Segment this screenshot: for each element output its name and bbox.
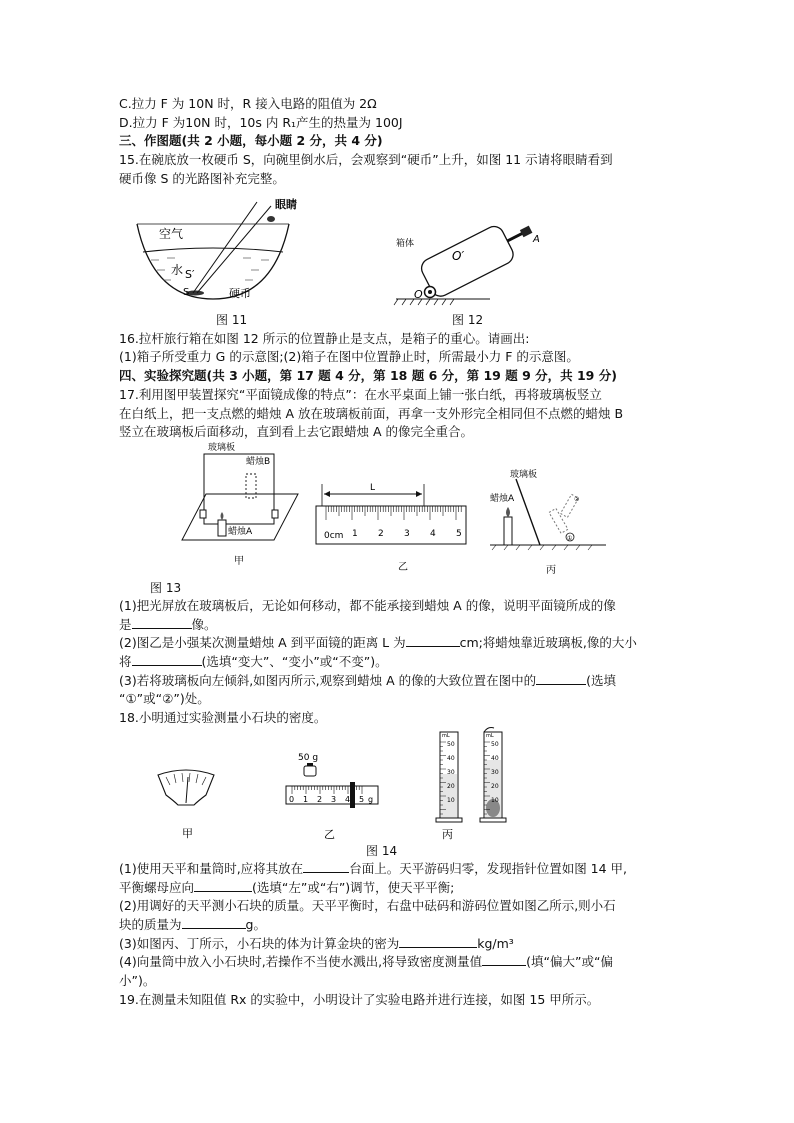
fig11-image-label: S′ [185,268,195,281]
q17-line3: 竖立在玻璃板后面移动，直到看上去它跟蜡烛 A 的像完全重合。 [119,424,473,439]
q19-intro: 19.在测量未知阻值 Rx 的实验中，小明设计了实验电路并进行连接，如图 15 甲所示。 [119,992,600,1007]
figure-14-jia-scale [154,765,218,845]
q18-intro: 18.小明通过实验测量小石块的密度。 [119,710,327,725]
answer-blank[interactable] [194,879,252,892]
answer-blank[interactable] [406,634,460,647]
fig14-bing-tick: 20 [447,783,455,790]
q18-2-line1: (2)用调好的天平测小石块的质量。天平平衡时，右盘中砝码和游码位置如图乙所示,则小石 [119,898,616,913]
fig13-yi-tick: 3 [404,529,410,539]
q17-1-line1: (1)把光屏放在玻璃板后，无论如何移动，都不能承接到蜡烛 A 的像，说明平面镜所成的像 [119,598,616,613]
q17-line1: 17.利用图甲装置探究“平面镜成像的特点”：在水平桌面上铺一张白纸，再将玻璃板竖立 [119,387,602,402]
fig13-yi-tick: 2 [378,529,384,539]
figure-14-caption: 图 14 [366,844,398,858]
fig14-yi-tick: 1 [303,795,309,804]
q17-3-line1: (3)若将玻璃板向左倾斜,如图丙所示,观察到蜡烛 A 的像的大致位置在图中的 (选填 [119,673,617,688]
fig13-jia-candle-b-label: 蜡烛B [246,457,271,467]
q18-3-line: (3)如图丙、丁所示，小石块的体为计算金块的密为 kg/m³ [119,936,514,951]
fig13-bing-mark-2: ② [574,496,580,503]
fig14-bing-tick: 10 [491,797,499,804]
q17-line2: 在白纸上，把一支点燃的蜡烛 A 放在玻璃板前面，再拿一支外形完全相同但不点燃的蜡烛 B [119,406,624,421]
fig14-bing-tick: 10 [447,797,455,804]
figure-14-bing-cylinders [430,724,520,850]
fig12-center-label: O′ [452,249,465,263]
answer-blank[interactable] [536,672,586,685]
q18-4-line1: (4)向量筒中放入小石块时,若操作不当使水溅出,将导致密度测量值 (填“偏大”或“偏 [119,954,613,969]
rider-marker [350,782,355,808]
fig13-bing-sub-label: 丙 [546,565,556,576]
q18-4-line2: 小”)。 [119,973,156,988]
fig14-yi-unit: g [368,795,374,804]
fig13-yi-tick: 4 [430,529,436,539]
q17-2-line2: 将 (选填“变大”、“变小”或“不变”)。 [119,654,388,669]
answer-blank[interactable] [482,953,526,966]
section-4-heading: 四、实验探究题(共 3 小题，第 17 题 4 分，第 18 题 6 分，第 19 题 9 分，共 19 分) [119,368,617,383]
fig13-yi-tick: 5 [456,529,462,539]
fig12-pivot-label: O [414,288,423,301]
fig14-yi-weight-label: 50 g [298,753,319,763]
fig11-air-label: 空气 [159,227,184,241]
figure-12-caption: 图 12 [452,313,484,327]
fig14-bing-tick: 40 [491,755,499,762]
fig13-yi-tick: 0cm [324,531,344,541]
fig13-yi-sub-label: 乙 [398,562,408,573]
figure-13-jia [178,440,308,568]
fig14-bing-tick: 20 [491,783,499,790]
section-3-heading: 三、作图题(共 2 小题，每小题 2 分，共 4 分) [119,133,383,148]
figure-13-yi-ruler [312,474,472,574]
q17-1-line2: 是 像。 [119,617,217,632]
answer-blank[interactable] [182,916,246,929]
figure-11-caption: 图 11 [216,313,248,327]
fig13-bing-glass-label: 玻璃板 [510,470,538,480]
option-c: C.拉力 F 为 10N 时，R 接入电路的阻值为 2Ω [119,96,377,111]
fig14-bing-unit: mL [486,733,494,739]
q17-2-line1: (2)图乙是小强某次测量蜡烛 A 到平面镜的距离 L 为 cm;将蜡烛靠近玻璃板,像的大小 [119,635,637,650]
q18-1-line2: 平衡螺母应向 (选填“左”或“右”)调节，使天平平衡; [119,880,455,895]
fig13-yi-length-label: L [370,483,376,493]
answer-blank[interactable] [132,616,192,629]
fig14-yi-label: 乙 [324,828,335,841]
answer-blank[interactable] [399,935,477,948]
fig12-box-label: 箱体 [396,239,415,249]
fig14-bing-label: 丙 [442,828,453,841]
answer-blank[interactable] [132,653,202,666]
figure-13-bing [488,465,608,575]
fig13-yi-tick: 1 [352,529,358,539]
answer-blank[interactable] [303,860,349,873]
fig14-bing-tick: 50 [447,741,455,748]
q16-line1: 16.拉杆旅行箱在如图 12 所示的位置静止是支点，是箱子的重心。请画出: [119,331,530,346]
fig14-yi-tick: 2 [317,795,323,804]
q15-line2: 硬币像 S 的光路图补充完整。 [119,171,285,186]
q16-line2: (1)箱子所受重力 G 的示意图;(2)箱子在图中位置静止时，所需最小力 F 的示意图。 [119,349,579,364]
fig13-bing-mark-1: ① [567,535,573,542]
fig14-bing-tick: 40 [447,755,455,762]
q18-1-line1: (1)使用天平和量筒时,应将其放在 台面上。天平游码归零，发现指针位置如图 14 甲, [119,861,628,876]
fig14-yi-tick: 4 [345,795,351,804]
fig14-bing-tick: 50 [491,741,499,748]
fig13-jia-sub-label: 甲 [234,556,244,567]
fig14-yi-tick: 0 [289,795,295,804]
fig12-handle-label: A [533,234,540,245]
fig11-s-label: S [183,287,190,298]
figure-13-caption: 图 13 [150,581,182,595]
fig14-yi-tick: 5 [359,795,365,804]
fig14-yi-tick: 3 [331,795,337,804]
option-d: D.拉力 F 为10N 时，10s 内 R₁产生的热量为 100J [119,115,403,130]
fig13-jia-glass-label: 玻璃板 [208,443,236,453]
q18-2-line2: 块的质量为 g。 [119,917,266,932]
fig13-jia-candle-a-label: 蜡烛A [228,527,253,537]
fig14-bing-tick: 30 [447,769,455,776]
fig14-bing-tick: 30 [491,769,499,776]
fig11-water-label: 水 [171,263,184,277]
q17-3-line2: “①”或“②”)处。 [119,691,210,706]
fig11-eye-label: 眼睛 [275,198,297,211]
figure-14-yi-beam [282,748,382,848]
figure-12-suitcase [390,210,550,310]
fig13-bing-candle-label: 蜡烛A [490,494,515,504]
fig11-coin-label: 硬币 [229,287,251,300]
figure-11-bowl [133,194,297,306]
fig14-jia-label: 甲 [182,827,193,840]
fig14-bing-unit: mL [442,733,450,739]
q15-line1: 15.在碗底放一枚硬币 S，向碗里倒水后，会观察到“硬币”上升，如图 11 示请将眼睛看到 [119,152,613,167]
